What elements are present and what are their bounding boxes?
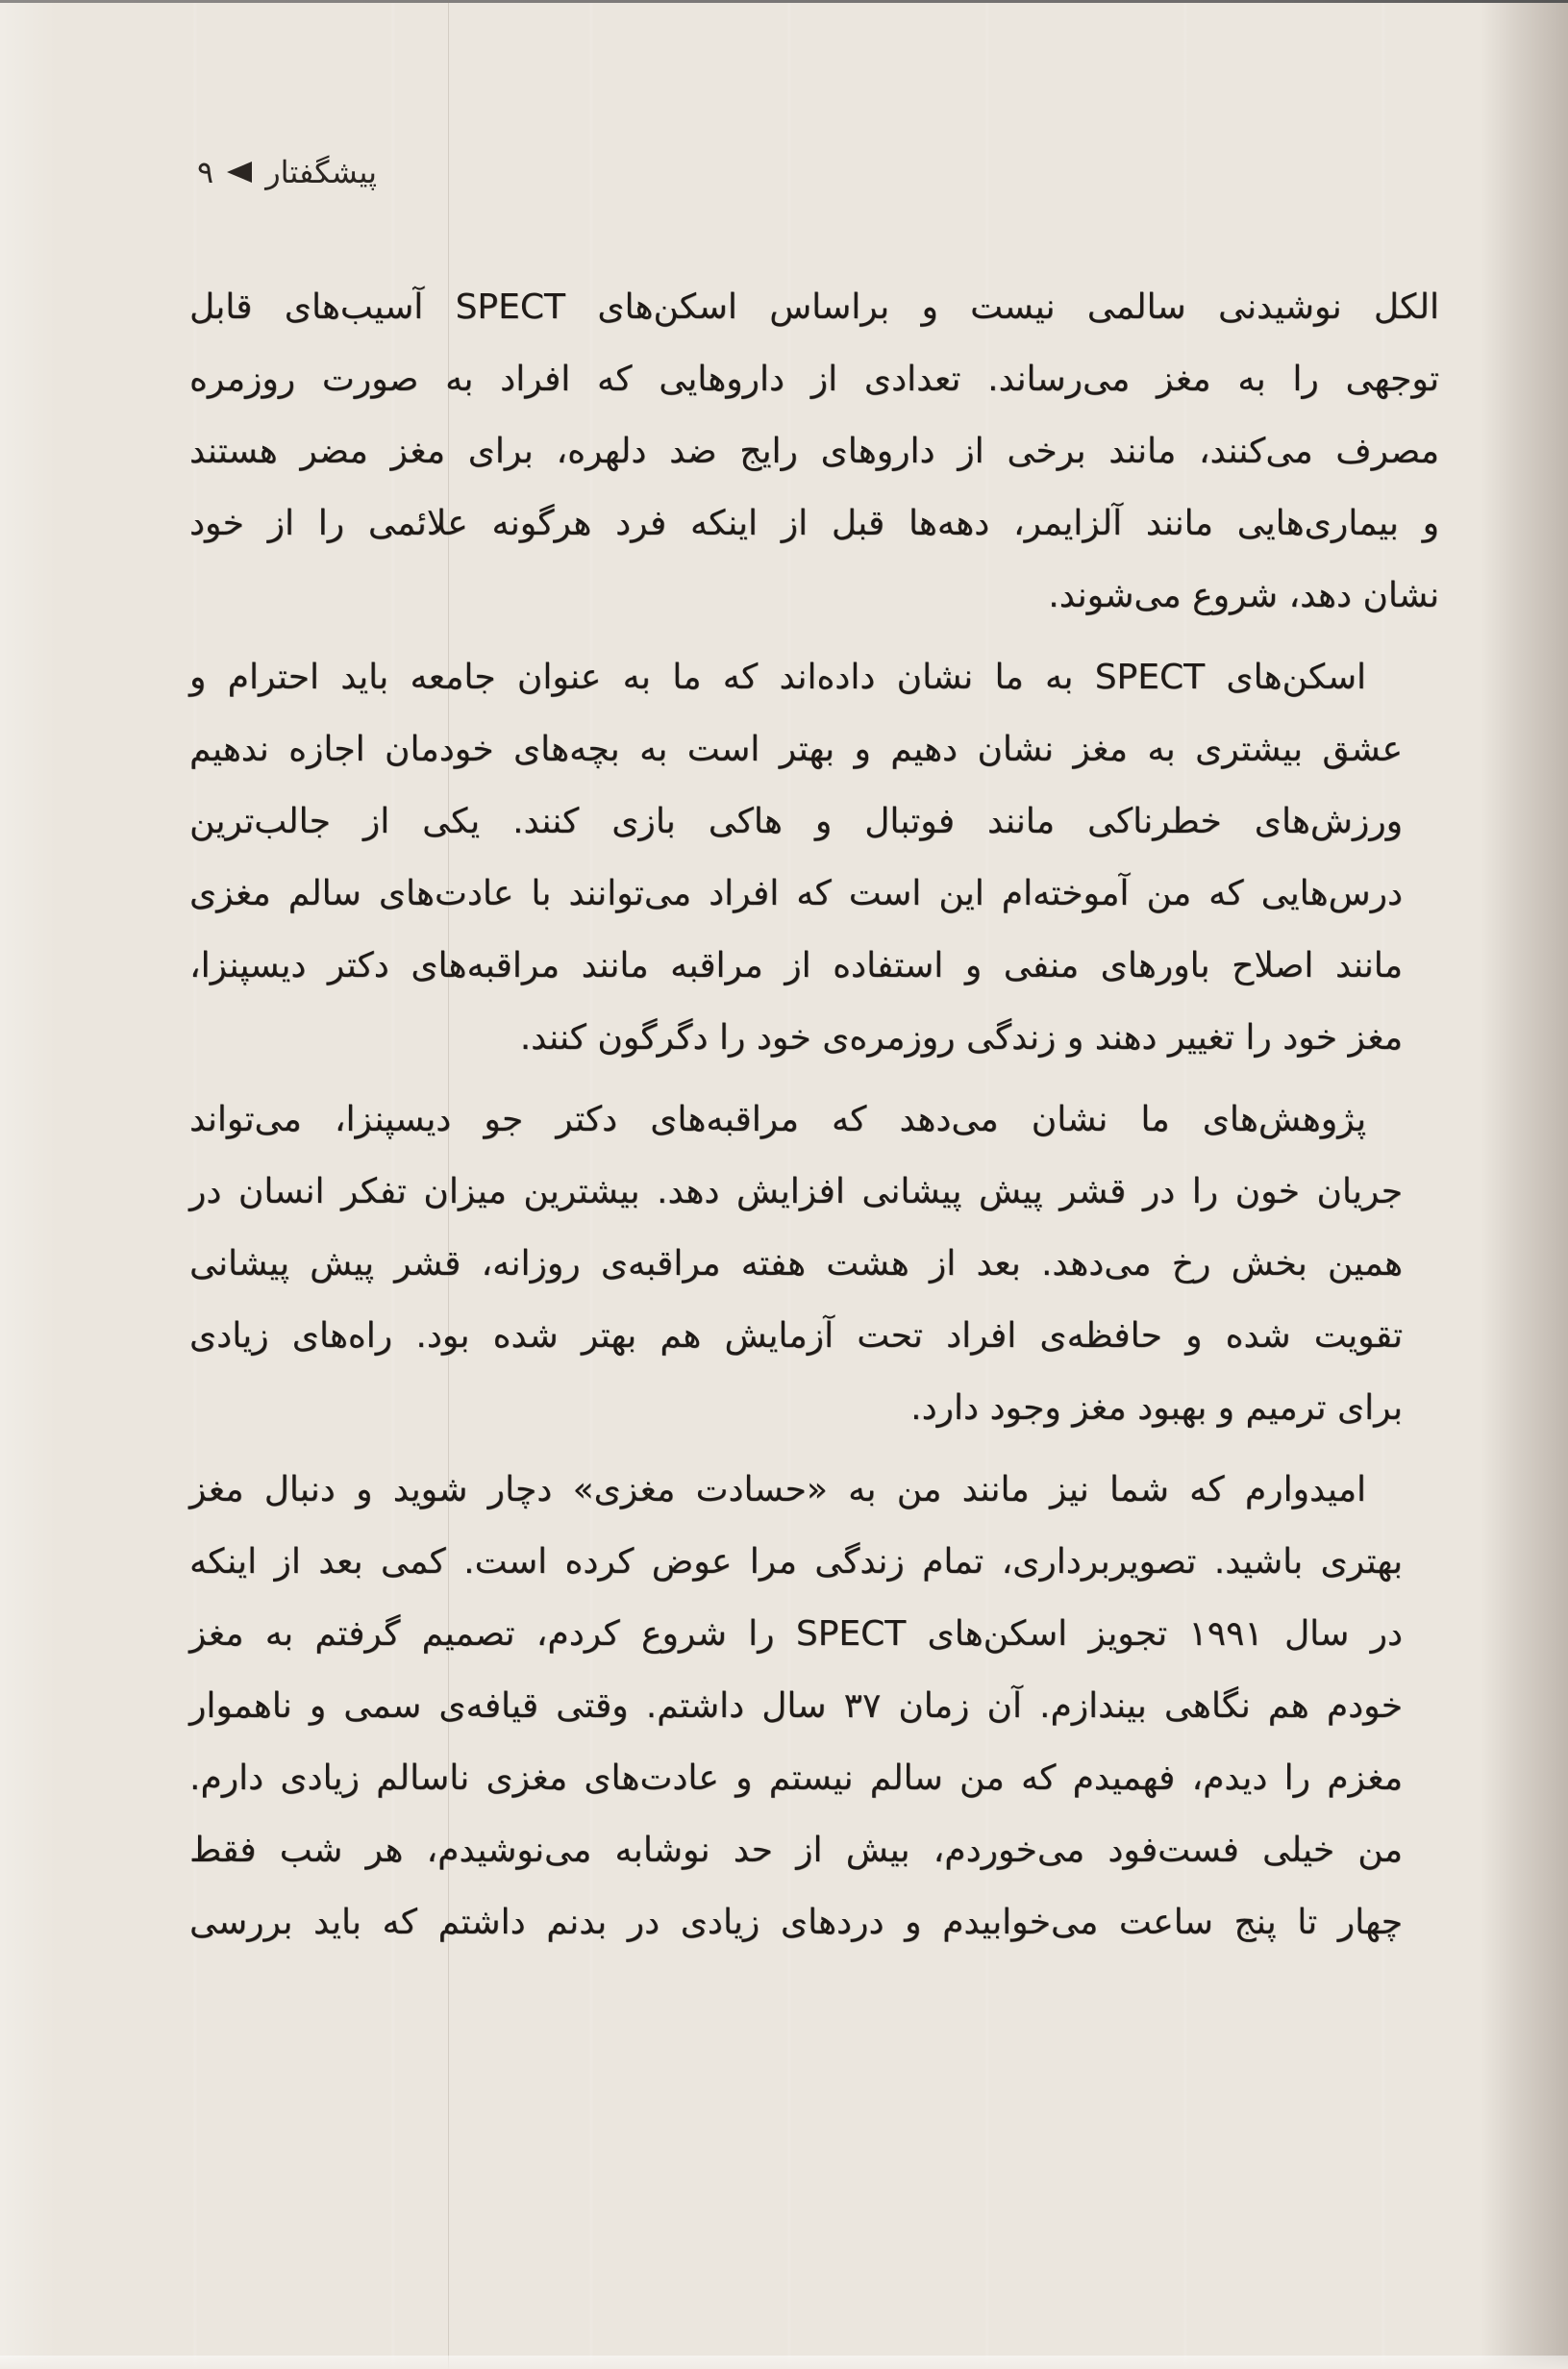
text-line: خودم هم نگاهی بیندازم. آن زمان ۳۷ سال داشتم. وقتی قیافه‌ی سمی و ناهموار bbox=[189, 1686, 1403, 1726]
text-line: مغز خود را تغییر دهند و زندگی روزمره‌ی خود را دگرگون کنند. bbox=[519, 1018, 1403, 1058]
text-line: پژوهش‌های ما نشان می‌دهد که مراقبه‌های دکتر جو دیسپنزا، می‌تواند bbox=[189, 1100, 1366, 1139]
text-line: من خیلی فست‌فود می‌خوردم، بیش از حد نوشابه می‌نوشیدم، هر شب فقط bbox=[189, 1831, 1403, 1870]
text-line: مغزم را دیدم، فهمیدم که من سالم نیستم و عادت‌های مغزی ناسالم زیادی دارم. bbox=[189, 1758, 1403, 1798]
text-line: چهار تا پنج ساعت می‌خوابیدم و دردهای زیادی در بدنم داشتم که باید بررسی bbox=[189, 1903, 1403, 1942]
text-line: و بیماری‌هایی مانند آلزایمر، دهه‌ها قبل از اینکه فرد هرگونه علائمی را از خود bbox=[189, 504, 1439, 543]
text-line: بهتری باشید. تصویربرداری، تمام زندگی مرا عوض کرده است. کمی بعد از اینکه bbox=[189, 1542, 1403, 1582]
body-text bbox=[189, 271, 1439, 1958]
arrowhead-left-icon bbox=[227, 162, 252, 183]
text-line: اسکن‌های SPECT به ما نشان داده‌اند که ما به عنوان جامعه باید احترام و bbox=[189, 658, 1367, 697]
text-line: مصرف می‌کنند، مانند برخی از داروهای رایج ضد دلهره، برای مغز مضر هستند bbox=[189, 432, 1439, 471]
paragraph bbox=[189, 1084, 1439, 1444]
paragraph bbox=[189, 271, 1439, 632]
text-line: امیدوارم که شما نیز مانند من به «حسادت مغزی» دچار شوید و دنبال مغز bbox=[189, 1470, 1366, 1509]
text-line: الکل نوشیدنی سالمی نیست و براساس اسکن‌های SPECT آسیب‌های قابل bbox=[189, 287, 1440, 327]
text-line: درس‌هایی که من آموخته‌ام این است که افراد می‌توانند با عادت‌های سالم مغزی bbox=[189, 874, 1403, 913]
text-line: عشق بیشتری به مغز نشان دهیم و بهتر است به بچه‌های خودمان اجازه ندهیم bbox=[189, 730, 1403, 769]
text-line: جریان خون را در قشر پیش پیشانی افزایش دهد. بیشترین میزان تفکر انسان در bbox=[189, 1172, 1403, 1211]
section-title: پیشگفتار bbox=[265, 154, 378, 190]
page-top-edge bbox=[0, 0, 1568, 3]
paragraph bbox=[189, 641, 1439, 1074]
text-line: همین بخش رخ می‌دهد. بعد از هشت هفته مراقبه‌ی روزانه، قشر پیش پیشانی bbox=[189, 1244, 1403, 1284]
text-line: برای ترمیم و بهبود مغز وجود دارد. bbox=[910, 1388, 1403, 1428]
paragraph bbox=[189, 1454, 1439, 1958]
page-number: ۹ bbox=[197, 154, 214, 190]
running-head bbox=[197, 154, 377, 190]
text-line: تقویت شده و حافظه‌ی افراد تحت آزمایش هم بهتر شده بود. راه‌های زیادی bbox=[189, 1316, 1403, 1356]
text-line: نشان دهد، شروع می‌شوند. bbox=[1048, 576, 1439, 615]
text-line: در سال ۱۹۹۱ تجویز اسکن‌های SPECT را شروع کردم، تصمیم گرفتم به مغز bbox=[189, 1614, 1403, 1654]
page-bottom-edge bbox=[0, 2356, 1568, 2369]
text-line: مانند اصلاح باورهای منفی و استفاده از مراقبه مانند مراقبه‌های دکتر دیسپنزا، bbox=[189, 946, 1403, 985]
text-line: ورزش‌های خطرناکی مانند فوتبال و هاکی بازی کنند. یکی از جالب‌ترین bbox=[189, 802, 1403, 841]
text-line: توجهی را به مغز می‌رساند. تعدادی از داروهایی که افراد به صورت روزمره bbox=[189, 360, 1439, 399]
